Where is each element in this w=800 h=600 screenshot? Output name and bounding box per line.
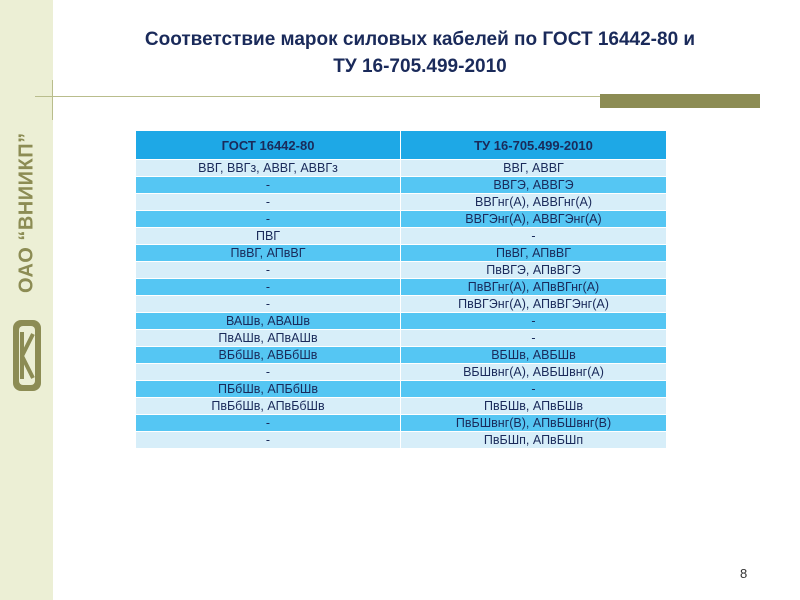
header-gost: ГОСТ 16442-80 (136, 131, 401, 160)
cell-gost: - (136, 211, 401, 228)
cell-gost: ПвБбШв, АПвБбШв (136, 398, 401, 415)
cell-gost: ПБбШв, АПБбШв (136, 381, 401, 398)
cell-gost: ВВГ, ВВГз, АВВГ, АВВГз (136, 160, 401, 177)
header-tu: ТУ 16-705.499-2010 (401, 131, 667, 160)
page-number: 8 (740, 566, 748, 581)
table-row (136, 279, 667, 296)
table-row (136, 262, 667, 279)
cell-tu: ПвБШв, АПвБШв (401, 398, 667, 415)
table-row (136, 296, 667, 313)
cell-tu: ПвБШп, АПвБШп (401, 432, 667, 449)
table-row (136, 245, 667, 262)
cell-gost: - (136, 415, 401, 432)
cell-tu: ВВГЭнг(А), АВВГЭнг(А) (401, 211, 667, 228)
cell-gost: ВБбШв, АВБбШв (136, 347, 401, 364)
table-row (136, 228, 667, 245)
cell-tu: ВБШвнг(А), АВБШвнг(А) (401, 364, 667, 381)
table-row (136, 313, 667, 330)
table-row (136, 432, 667, 449)
cell-gost: - (136, 262, 401, 279)
vniikp-logo-icon (9, 318, 45, 393)
table-row (136, 381, 667, 398)
cell-gost: ПВГ (136, 228, 401, 245)
cell-tu: ПвВГЭ, АПвВГЭ (401, 262, 667, 279)
table-row (136, 194, 667, 211)
accent-bar (600, 94, 760, 108)
table-row (136, 330, 667, 347)
cell-gost: - (136, 432, 401, 449)
cell-tu: ПвБШвнг(В), АПвБШвнг(В) (401, 415, 667, 432)
cell-tu: - (401, 381, 667, 398)
sidebar (0, 0, 53, 600)
cell-gost: - (136, 364, 401, 381)
table-row (136, 398, 667, 415)
table-row (136, 415, 667, 432)
table-row (136, 211, 667, 228)
table-header-row (136, 131, 667, 160)
cell-gost: - (136, 194, 401, 211)
table-row (136, 364, 667, 381)
cell-tu: ВВГнг(А), АВВГнг(А) (401, 194, 667, 211)
cell-tu: ПвВГнг(А), АПвВГнг(А) (401, 279, 667, 296)
cell-tu: - (401, 330, 667, 347)
cell-gost: - (136, 177, 401, 194)
cell-gost: - (136, 279, 401, 296)
cell-tu: - (401, 313, 667, 330)
cable-correspondence-table (135, 130, 667, 449)
table-row (136, 177, 667, 194)
table-row (136, 347, 667, 364)
cell-tu: ПвВГ, АПвВГ (401, 245, 667, 262)
slide-title (60, 26, 780, 80)
divider-tick (52, 80, 53, 120)
cell-tu: ВВГ, АВВГ (401, 160, 667, 177)
title-line-1: Соответствие марок силовых кабелей по ГОСТ 16442-80 и (144, 29, 696, 50)
table-row (136, 160, 667, 177)
organization-name: ОАО “ВНИИКП” (15, 132, 38, 294)
cell-gost: ПвАШв, АПвАШв (136, 330, 401, 347)
cell-gost: ПвВГ, АПвВГ (136, 245, 401, 262)
cell-gost: - (136, 296, 401, 313)
title-line-2: ТУ 16-705.499-2010 (333, 56, 507, 77)
cell-gost: ВАШв, АВАШв (136, 313, 401, 330)
cell-tu: ПвВГЭнг(А), АПвВГЭнг(А) (401, 296, 667, 313)
cell-tu: ВБШв, АВБШв (401, 347, 667, 364)
cell-tu: - (401, 228, 667, 245)
cell-tu: ВВГЭ, АВВГЭ (401, 177, 667, 194)
